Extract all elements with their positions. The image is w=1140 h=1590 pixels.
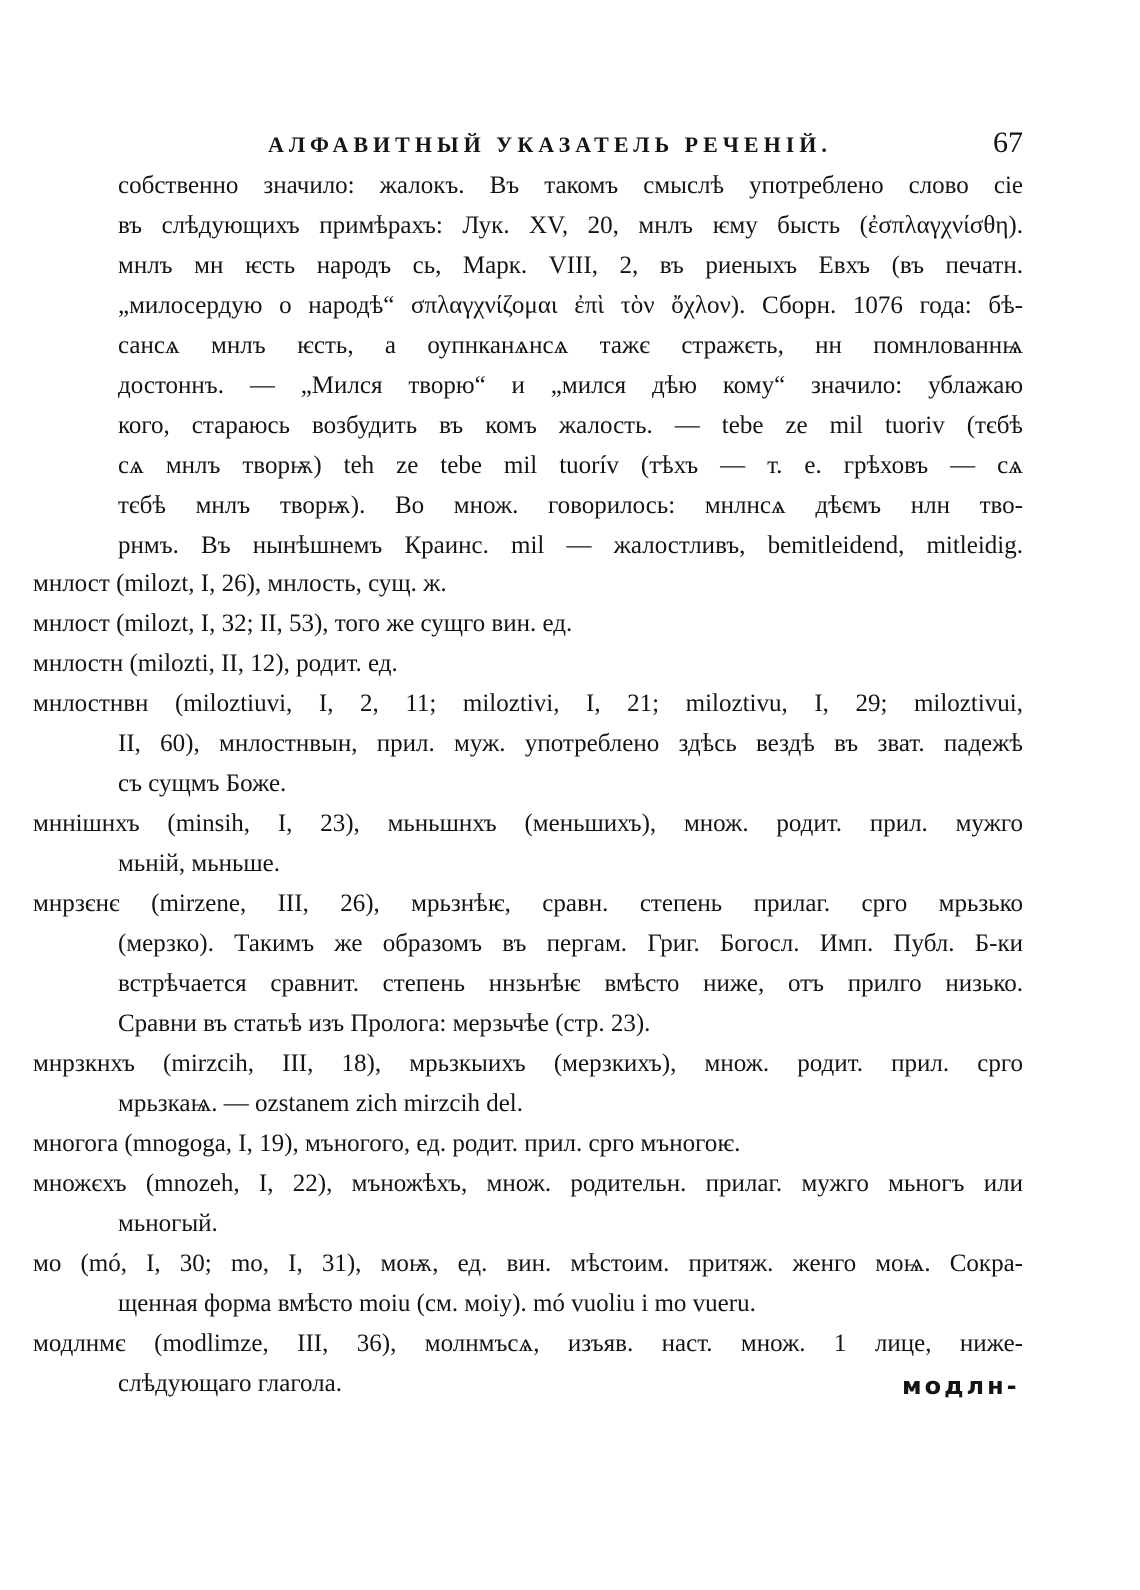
running-head	[0, 118, 1140, 158]
text-line: сансѧ мнлъ ѥсть, а оупнканѧнсѧ тажє стражєть, нн помнлованнѩ	[118, 332, 1023, 359]
text-line: мнлъ мн ѥсть народъ сь, Марк. VIII, 2, въ риеныхъ Евхъ (въ печатн.	[118, 252, 1023, 279]
text-line: сѧ мнлъ творѭ) teh ze tebe mil tuorív (тѣхъ — т. е. грѣховъ — сѧ	[118, 452, 1023, 479]
entry-continuation-line: (мерзко). Такимъ же образомъ въ пергам. Григ. Богосл. Имп. Публ. Б-ки	[118, 930, 1023, 957]
entry-headword-line: мнлост (milozt, I, 26), мнлость, сущ. ж.	[33, 570, 447, 597]
text-line: въ слѣдующихъ примѣрахъ: Лук. XV, 20, мнлъ ѥму бысть (ἐσπλαγχνίσθη).	[118, 212, 1023, 239]
entry-continuation-line: II, 60), мнлостнвын, прил. муж. употреблено здѣсь вездѣ въ зват. падежѣ	[118, 730, 1023, 757]
entry-headword-line: мнлостнвн (miloztiuvi, I, 2, 11; miloztivi, I, 21; miloztivu, I, 29; miloztivui,	[33, 690, 1023, 717]
text-line: „милосердую о народѣ“ σπλαγχνίζομαι ἐπὶ τὸν ὄχλον). Сборн. 1076 года: бѣ-	[118, 292, 1023, 319]
entry-headword-line: мо (mó, I, 30; mo, I, 31), моѭ, ед. вин. мѣстоим. притяж. женго моѩ. Сокра-	[33, 1250, 1023, 1277]
entry-headword-line: мнлостн (milozti, II, 12), родит. ед.	[33, 650, 398, 677]
entry-headword-line: мнрзкнхъ (mirzcih, III, 18), мрьзкыихъ (мерзкихъ), множ. родит. прил. срго	[33, 1050, 1023, 1077]
text-line: тєбѣ мнлъ творѭ). Во множ. говорилось: мнлнсѧ дѣємъ нлн тво-	[118, 492, 1023, 519]
text-line: рнмъ. Въ нынѣшнемъ Краинс. mil — жалостливъ, bemitleidend, mitleidig.	[118, 532, 1023, 559]
entry-continuation-line: мьній, мьньше.	[118, 850, 281, 877]
entry-headword-line: мннішнхъ (minsih, I, 23), мьньшнхъ (меньшихъ), множ. родит. прил. мужго	[33, 810, 1023, 837]
entry-continuation-line: встрѣчается сравнит. степень ннзьнѣѥ вмѣсто ниже, отъ прилго низько.	[118, 970, 1023, 997]
entry-headword-line: многога (mnogoga, I, 19), мъногого, ед. родит. прил. срго мъногоѥ.	[33, 1130, 741, 1157]
entry-headword-line: мнрзєнє (mirzene, III, 26), мрьзнѣѥ, сравн. степень прилаг. срго мрьзько	[33, 890, 1023, 917]
entry-headword-line: мнлост (milozt, I, 32; II, 53), того же сущго вин. ед.	[33, 610, 573, 637]
catchword: модлн-	[902, 1372, 1020, 1400]
entry-continuation-line: съ сущмъ Боже.	[118, 770, 287, 797]
page-number: 67	[993, 126, 1023, 159]
text-line: достоннъ. — „Мился творю“ и „мился дѣю кому“ значило: ублажаю	[118, 372, 1023, 399]
entry-continuation-line: щенная форма вмѣсто moiu (см. моіу). mó vuoliu i mo vueru.	[118, 1290, 756, 1317]
entry-continuation-line: Сравни въ статьѣ изъ Пролога: мерзьчѣе (стр. 23).	[118, 1010, 651, 1037]
entry-continuation-line: слѣдующаго глагола.	[118, 1370, 342, 1397]
entry-continuation-line: мрьзкаѩ. — ozstanem zich mirzcih del.	[118, 1090, 524, 1117]
entry-continuation-line: мьногый.	[118, 1210, 218, 1237]
text-line: собственно значило: жалокъ. Въ такомъ смыслѣ употреблено слово сіе	[118, 172, 1023, 199]
entry-headword-line: модлнмє (modlimze, III, 36), молнмъсѧ, изъяв. наст. множ. 1 лице, ниже-	[33, 1330, 1023, 1357]
running-title: АЛФАВИТНЫЙ УКАЗАТЕЛЬ РЕЧЕНІЙ.	[268, 132, 832, 157]
text-line: кого, стараюсь возбудить въ комъ жалость. — tebe ze mil tuoriv (тєбѣ	[118, 412, 1023, 439]
entry-headword-line: множєхъ (mnozeh, I, 22), мъножѣхъ, множ. родительн. прилаг. мужго мьногъ или	[33, 1170, 1023, 1197]
